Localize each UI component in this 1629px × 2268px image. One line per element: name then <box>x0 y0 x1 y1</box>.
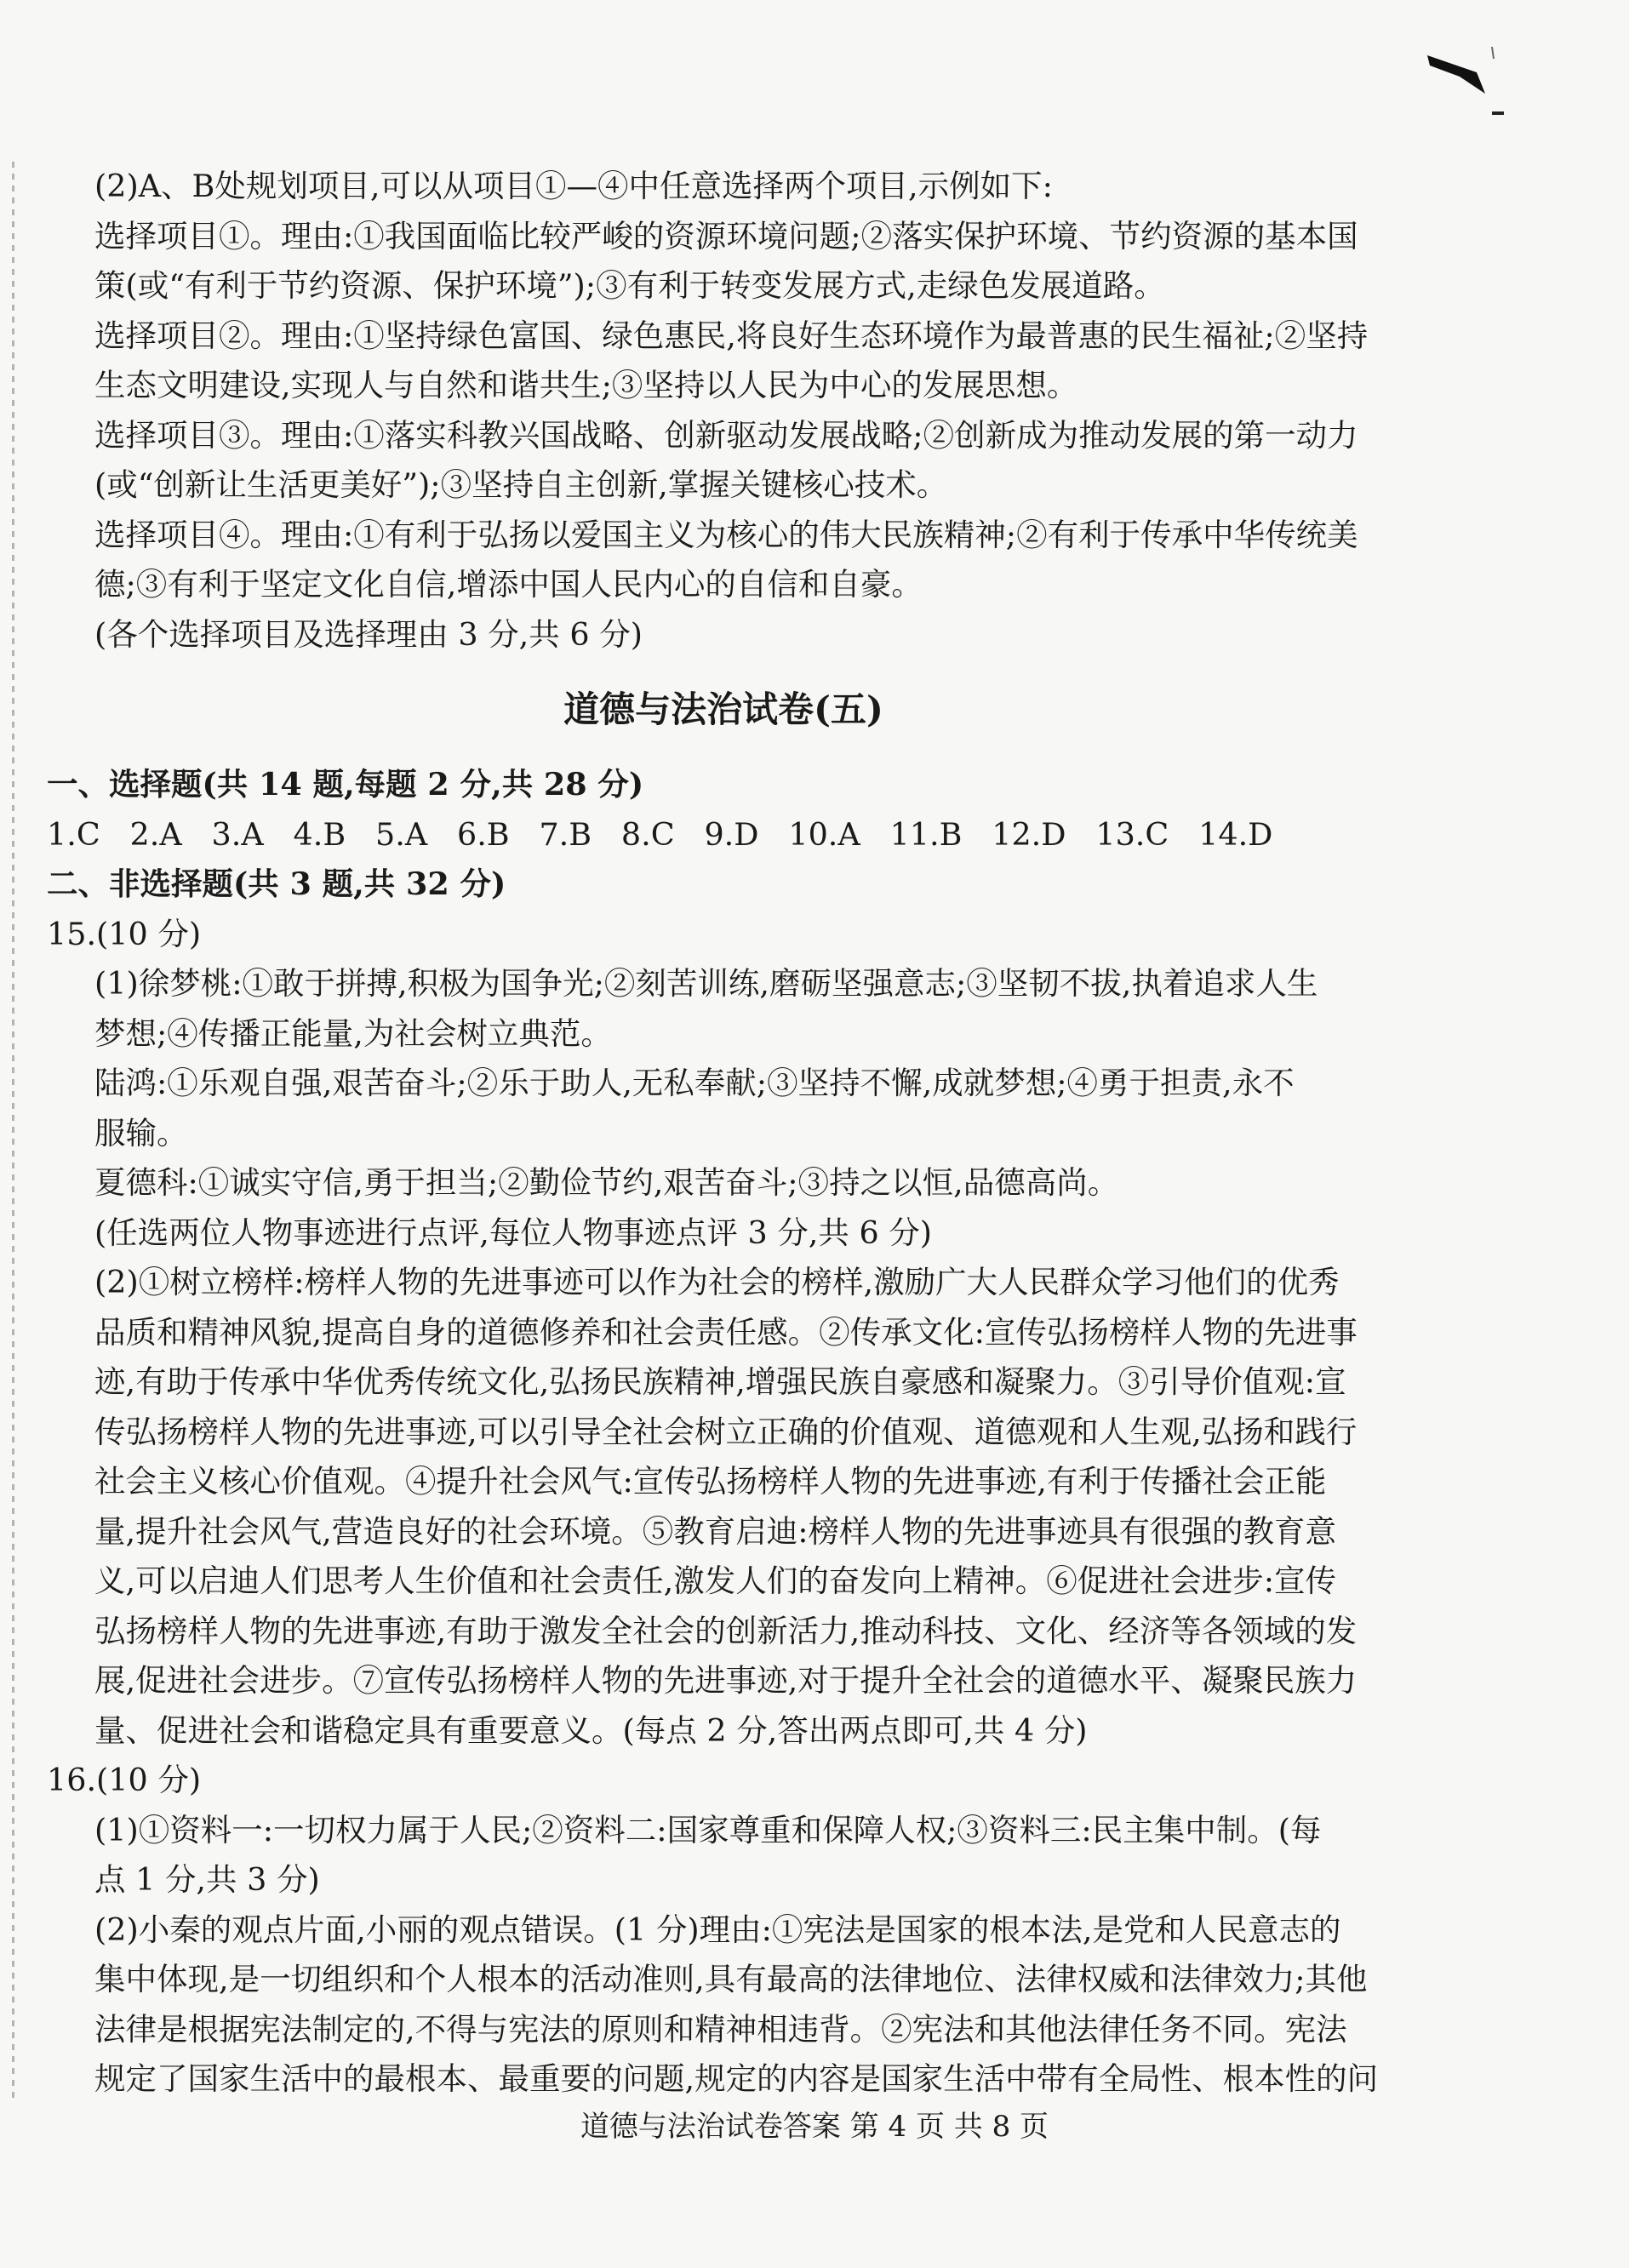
text-line: 集中体现,是一切组织和个人根本的活动准则,具有最高的法律地位、法律权威和法律效力;其他 <box>94 1961 1368 1997</box>
question-15 <box>47 910 1400 1757</box>
text-line: 夏德科:①诚实守信,勇于担当;②勤俭节约,艰苦奋斗;③持之以恒,品德高尚。 <box>94 1164 1119 1201</box>
text-line: (各个选择项目及选择理由 3 分,共 6 分) <box>94 615 643 653</box>
text-line: 陆鸿:①乐观自强,艰苦奋斗;②乐于助人,无私奉献;③坚持不懈,成就梦想;④勇于担责,永不 <box>94 1065 1295 1101</box>
text-line: 梦想;④传播正能量,为社会树立典范。 <box>94 1014 612 1052</box>
question-16 <box>47 1756 1400 2105</box>
text-line: 选择项目①。理由:①我国面临比较严峻的资源环境问题;②落实保护环境、节约资源的基本国 <box>94 217 1358 254</box>
text-line: 服输。 <box>94 1114 188 1151</box>
section-heading-non-choice: 二、非选择题(共 3 题,共 32 分) <box>47 865 506 902</box>
text-line: (2)①树立榜样:榜样人物的先进事迹可以作为社会的榜样,激励广大人民群众学习他们的优秀 <box>94 1264 1340 1300</box>
previous-answer-block <box>47 162 1400 660</box>
text-line: (1)徐梦桃:①敢于拼搏,积极为国争光;②刻苦训练,磨砺坚强意志;③坚韧不拔,执着追求人生 <box>94 965 1318 1002</box>
text-line: 策(或“有利于节约资源、保护环境”);③有利于转变发展方式,走绿色发展道路。 <box>94 267 1165 304</box>
text-line: 法律是根据宪法制定的,不得与宪法的原则和精神相违背。②宪法和其他法律任务不同。宪法 <box>94 2010 1347 2048</box>
text-line: (2)A、B处规划项目,可以从项目①—④中任意选择两个项目,示例如下: <box>94 168 1053 204</box>
text-line: (1)①资料一:一切权力属于人民;②资料二:国家尊重和保障人权;③资料三:民主集中制。(每 <box>94 1811 1322 1848</box>
text-line: 迹,有助于传承中华优秀传统文化,弘扬民族精神,增强民族自豪感和凝聚力。③引导价值观:宣 <box>94 1363 1346 1400</box>
section-heading-choice: 一、选择题(共 14 题,每题 2 分,共 28 分) <box>47 766 644 803</box>
text-line: 义,可以启迪人们思考人生价值和社会责任,激发人们的奋发向上精神。⑥促进社会进步:宣传 <box>94 1562 1337 1599</box>
page-footer: 道德与法治试卷答案 第 4 页 共 8 页 <box>580 2110 1049 2144</box>
question-label: 16.(10 分) <box>47 1762 202 1798</box>
corner-ink-mark <box>1426 47 1506 123</box>
text-line: 量,提升社会风气,营造良好的社会环境。⑤教育启迪:榜样人物的先进事迹具有很强的教育意 <box>94 1512 1337 1550</box>
text-line: 弘扬榜样人物的先进事迹,有助于激发全社会的创新活力,推动科技、文化、经济等各领域的发 <box>94 1612 1358 1649</box>
paper-title: 道德与法治试卷(五) <box>563 688 883 730</box>
text-line: 德;③有利于坚定文化自信,增添中国人民内心的自信和自豪。 <box>94 566 923 603</box>
page-content <box>47 162 1400 2105</box>
text-line: 规定了国家生活中的最根本、最重要的问题,规定的内容是国家生活中带有全局性、根本性的问 <box>94 2060 1379 2097</box>
text-line: 传弘扬榜样人物的先进事迹,可以引导全社会树立正确的价值观、道德观和人生观,弘扬和践行 <box>94 1413 1358 1450</box>
text-line: (2)小秦的观点片面,小丽的观点错误。(1 分)理由:①宪法是国家的根本法,是党和人民意志的 <box>94 1911 1341 1948</box>
text-line: (任选两位人物事迹进行点评,每位人物事迹点评 3 分,共 6 分) <box>94 1214 933 1251</box>
text-line: 生态文明建设,实现人与自然和谐共生;③坚持以人民为中心的发展思想。 <box>94 367 1078 403</box>
choice-answers: 1.C 2.A 3.A 4.B 5.A 6.B 7.B 8.C 9.D 10.A 11.B 12.D 13.C 14.D <box>47 815 1273 853</box>
text-line: 展,促进社会进步。⑦宣传弘扬榜样人物的先进事迹,对于提升全社会的道德水平、凝聚民族力 <box>94 1662 1358 1699</box>
text-line: (或“创新让生活更美好”);③坚持自主创新,掌握关键核心技术。 <box>94 466 948 503</box>
text-line: 选择项目③。理由:①落实科教兴国战略、创新驱动发展战略;②创新成为推动发展的第一动力 <box>94 416 1358 454</box>
text-line: 点 1 分,共 3 分) <box>94 1861 320 1898</box>
text-line: 社会主义核心价值观。④提升社会风气:宣传弘扬榜样人物的先进事迹,有利于传播社会正能 <box>94 1463 1327 1500</box>
text-line: 品质和精神风貌,提高自身的道德修养和社会责任感。②传承文化:宣传弘扬榜样人物的先进事 <box>94 1313 1358 1351</box>
text-line: 选择项目②。理由:①坚持绿色富国、绿色惠民,将良好生态环境作为最普惠的民生福祉;②坚持 <box>94 317 1369 354</box>
text-line: 量、促进社会和谐稳定具有重要意义。(每点 2 分,答出两点即可,共 4 分) <box>94 1711 1088 1749</box>
question-label: 15.(10 分) <box>47 915 202 952</box>
binding-margin-line <box>12 162 14 2102</box>
text-line: 选择项目④。理由:①有利于弘扬以爱国主义为核心的伟大民族精神;②有利于传承中华传统美 <box>94 516 1358 553</box>
